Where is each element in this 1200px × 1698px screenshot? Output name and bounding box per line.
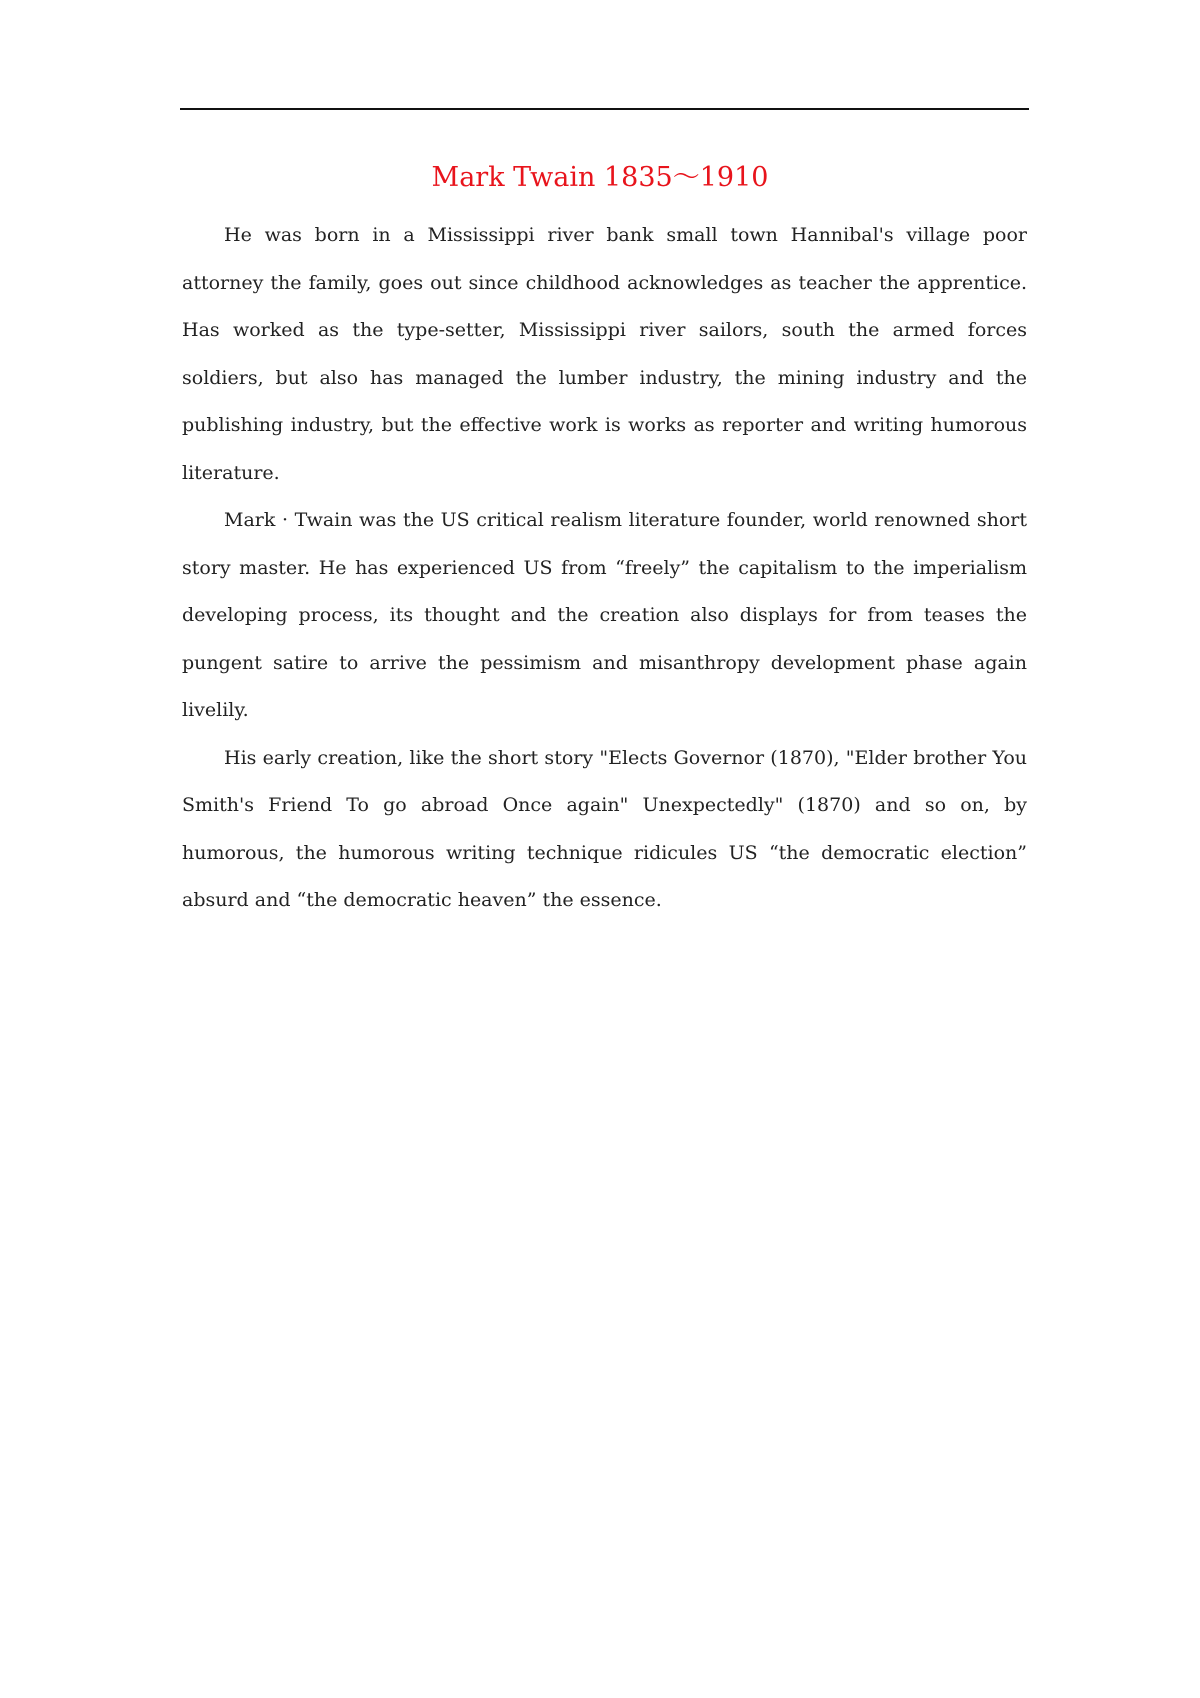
paragraph-3: His early creation, like the short story "Elects Governor (1870), "Elder brother You Smith's Friend To go abroad Once again" Unexpectedly" (1870) and so on, by humorous, the humorous writing technique ridicules US “the democratic election” absurd and “the democratic heaven” the essence. bbox=[182, 746, 1027, 911]
paragraph-2: Mark · Twain was the US critical realism literature founder, world renowned short story master. He has experienced US from “freely” the capitalism to the imperialism developing process, its thought and the creation also displays for from teases the pungent satire to arrive the pessimism and misanthropy development phase again livelily. bbox=[182, 509, 1027, 721]
header-rule bbox=[180, 108, 1029, 110]
paragraph-1: He was born in a Mississippi river bank small town Hannibal's village poor attorney the family, goes out since childhood acknowledges as teacher the apprentice. Has worked as the type-setter, Mississippi river sailors, south the armed forces soldiers, but also has managed the lumber industry, the mining industry and the publishing industry, but the effective work is works as reporter and writing humorous literature. bbox=[182, 224, 1027, 484]
document-body bbox=[182, 212, 1027, 925]
document-title: Mark Twain 1835～1910 bbox=[431, 162, 769, 193]
